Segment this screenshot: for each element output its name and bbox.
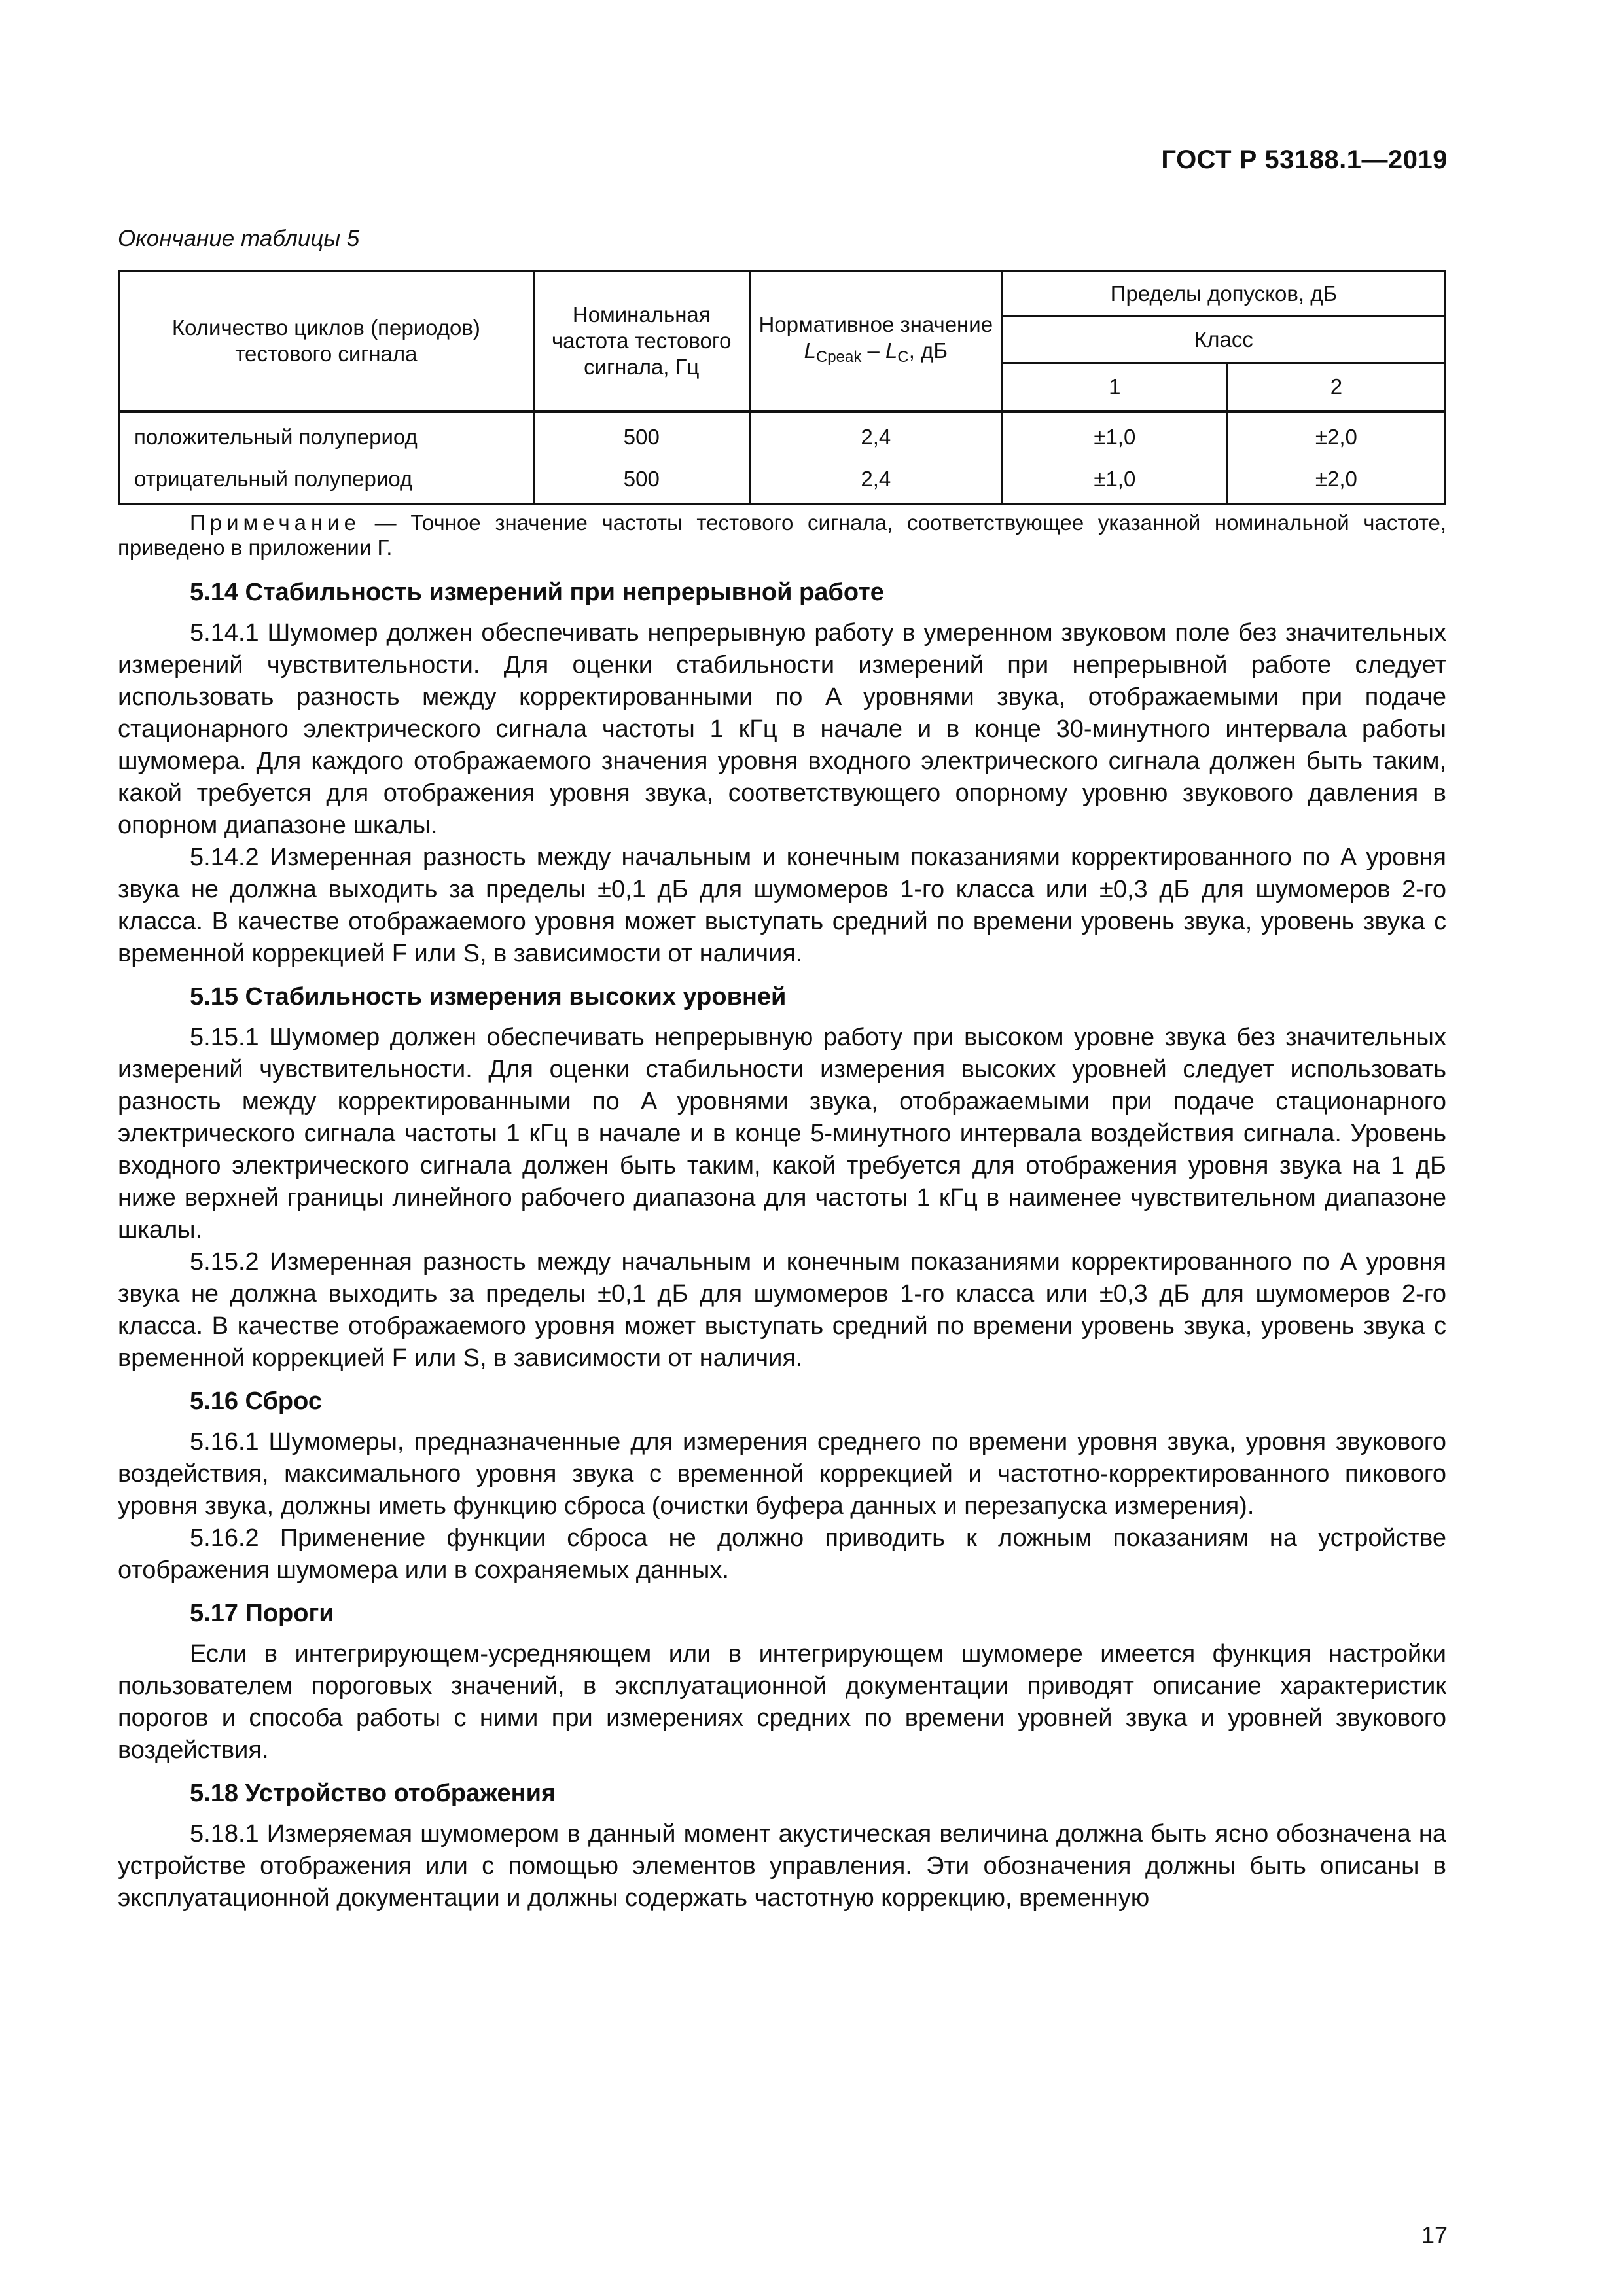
- paragraph: 5.14.2 Измеренная разность между начальным и конечным показаниями корректированного по A уровня звука не должна выходить за пределы ±0,1 дБ для шумомеров 1-го класса или ±0,3 дБ для шумомеров 2-го класса. В качестве отображаемого уровня может выступать средний по времени уровень звука, уровень звука с временной коррекцией F или S, в зависимости от наличия.: [118, 844, 1446, 967]
- section-heading: 5.15 Стабильность измерения высоких уровней: [190, 983, 787, 1011]
- document-code: ГОСТ Р 53188.1—2019: [1161, 145, 1448, 174]
- document-body: [118, 511, 1446, 1914]
- row-class2-tolerance: ±2,0: [1227, 412, 1445, 459]
- header-cycles: Количество циклов (периодов) тестового сигнала: [119, 271, 534, 412]
- table-caption: Окончание таблицы 5: [118, 226, 360, 251]
- paragraph: 5.16.1 Шумомеры, предназначенные для измерения среднего по времени уровня звука, уровня звукового воздействия, максимального уровня звука с временной коррекцией и частотно-корректированного пикового уровня звука, должны иметь функцию сброса (очистки буфера данных и перезапуска измерения).: [118, 1428, 1446, 1520]
- table-note: [118, 511, 1446, 560]
- table-row: [119, 459, 1446, 505]
- header-normative-label: Нормативное значение: [758, 312, 993, 336]
- section-heading: 5.18 Устройство отображения: [190, 1780, 556, 1807]
- header-tolerance-limits: Пределы допусков, дБ: [1002, 271, 1445, 317]
- header-normative-formula: $L_{Cpeak} - L_C$, дБ: [804, 338, 948, 366]
- note-label: Примечание: [190, 511, 361, 535]
- section-heading: 5.17 Пороги: [190, 1600, 334, 1627]
- header-normative-value: [749, 271, 1002, 412]
- row-label: отрицательный полупериод: [119, 459, 534, 505]
- table-header-row: [119, 271, 1446, 317]
- paragraph: 5.18.1 Измеряемая шумомером в данный момент акустическая величина должна быть ясно обозначена на устройстве отображения или с помощью элементов управления. Эти обозначения должны быть описаны в эксплуатационной документации и должны содержать частотную коррекцию, временную: [118, 1820, 1446, 1912]
- section-heading: 5.14 Стабильность измерений при непрерывной работе: [190, 579, 884, 606]
- row-frequency: 500: [533, 459, 749, 505]
- row-frequency: 500: [533, 412, 749, 459]
- paragraph: 5.15.1 Шумомер должен обеспечивать непрерывную работу при высоком уровне звука без значительных измерений чувствительности. Для оценки стабильности измерения высоких уровней следует использовать разность между корректированными по A уровнями звука, отображаемыми при подаче стационарного электрического сигнала частоты 1 кГц в начале и в конце 5-минутного интервала воздействия сигнала. Уровень входного электрического сигнала должен быть таким, какой требуется для отображения уровня звука на 1 дБ ниже верхней границы линейного рабочего диапазона для частоты 1 кГц в наименее чувствительном диапазоне шкалы.: [118, 1024, 1446, 1244]
- table-row: [119, 412, 1446, 459]
- tolerance-table: [118, 270, 1446, 505]
- paragraph: Если в интегрирующем-усредняющем или в интегрирующем шумомере имеется функция настройки пользователем пороговых значений, в эксплуатационной документации приводят описание характеристик порогов и способа работы с ними при измерениях средних по времени уровней звука и уровней звукового воздействия.: [118, 1640, 1446, 1764]
- paragraph: 5.16.2 Применение функции сброса не должно приводить к ложным показаниям на устройстве отображения шумомера или в сохраняемых данных.: [118, 1524, 1446, 1584]
- header-class-1: 1: [1002, 363, 1227, 412]
- header-class: Класс: [1002, 317, 1445, 363]
- paragraph: 5.14.1 Шумомер должен обеспечивать непрерывную работу в умеренном звуковом поле без значительных измерений чувствительности. Для оценки стабильности измерений при непрерывной работе следует использовать разность между корректированными по A уровнями звука, отображаемыми при подаче стационарного электрического сигнала частоты 1 кГц в начале и в конце 30-минутного интервала работы шумомера. Для каждого отображаемого значения уровня входного электрического сигнала должен быть таким, какой требуется для отображения уровня звука, соответствующего опорному уровню звукового давления в опорном диапазоне шкалы.: [118, 619, 1446, 839]
- paragraph: 5.15.2 Измеренная разность между начальным и конечным показаниями корректированного по A уровня звука не должна выходить за пределы ±0,1 дБ для шумомеров 1-го класса или ±0,3 дБ для шумомеров 2-го класса. В качестве отображаемого уровня может выступать средний по времени уровень звука, уровень звука с временной коррекцией F или S, в зависимости от наличия.: [118, 1248, 1446, 1372]
- row-label: положительный полупериод: [119, 412, 534, 459]
- row-class1-tolerance: ±1,0: [1002, 412, 1227, 459]
- page-number: 17: [1421, 2221, 1448, 2248]
- header-nominal-frequency: Номинальная частота тестового сигнала, Гц: [533, 271, 749, 412]
- header-class-2: 2: [1227, 363, 1445, 412]
- section-heading: 5.16 Сброс: [190, 1388, 322, 1415]
- row-class1-tolerance: ±1,0: [1002, 459, 1227, 505]
- row-normative-value: 2,4: [749, 459, 1002, 505]
- note-text: — Точное значение частоты тестового сигнала, соответствующее указанной номинальной частоте, приведено в приложении Г.: [118, 511, 1446, 560]
- row-normative-value: 2,4: [749, 412, 1002, 459]
- row-class2-tolerance: ±2,0: [1227, 459, 1445, 505]
